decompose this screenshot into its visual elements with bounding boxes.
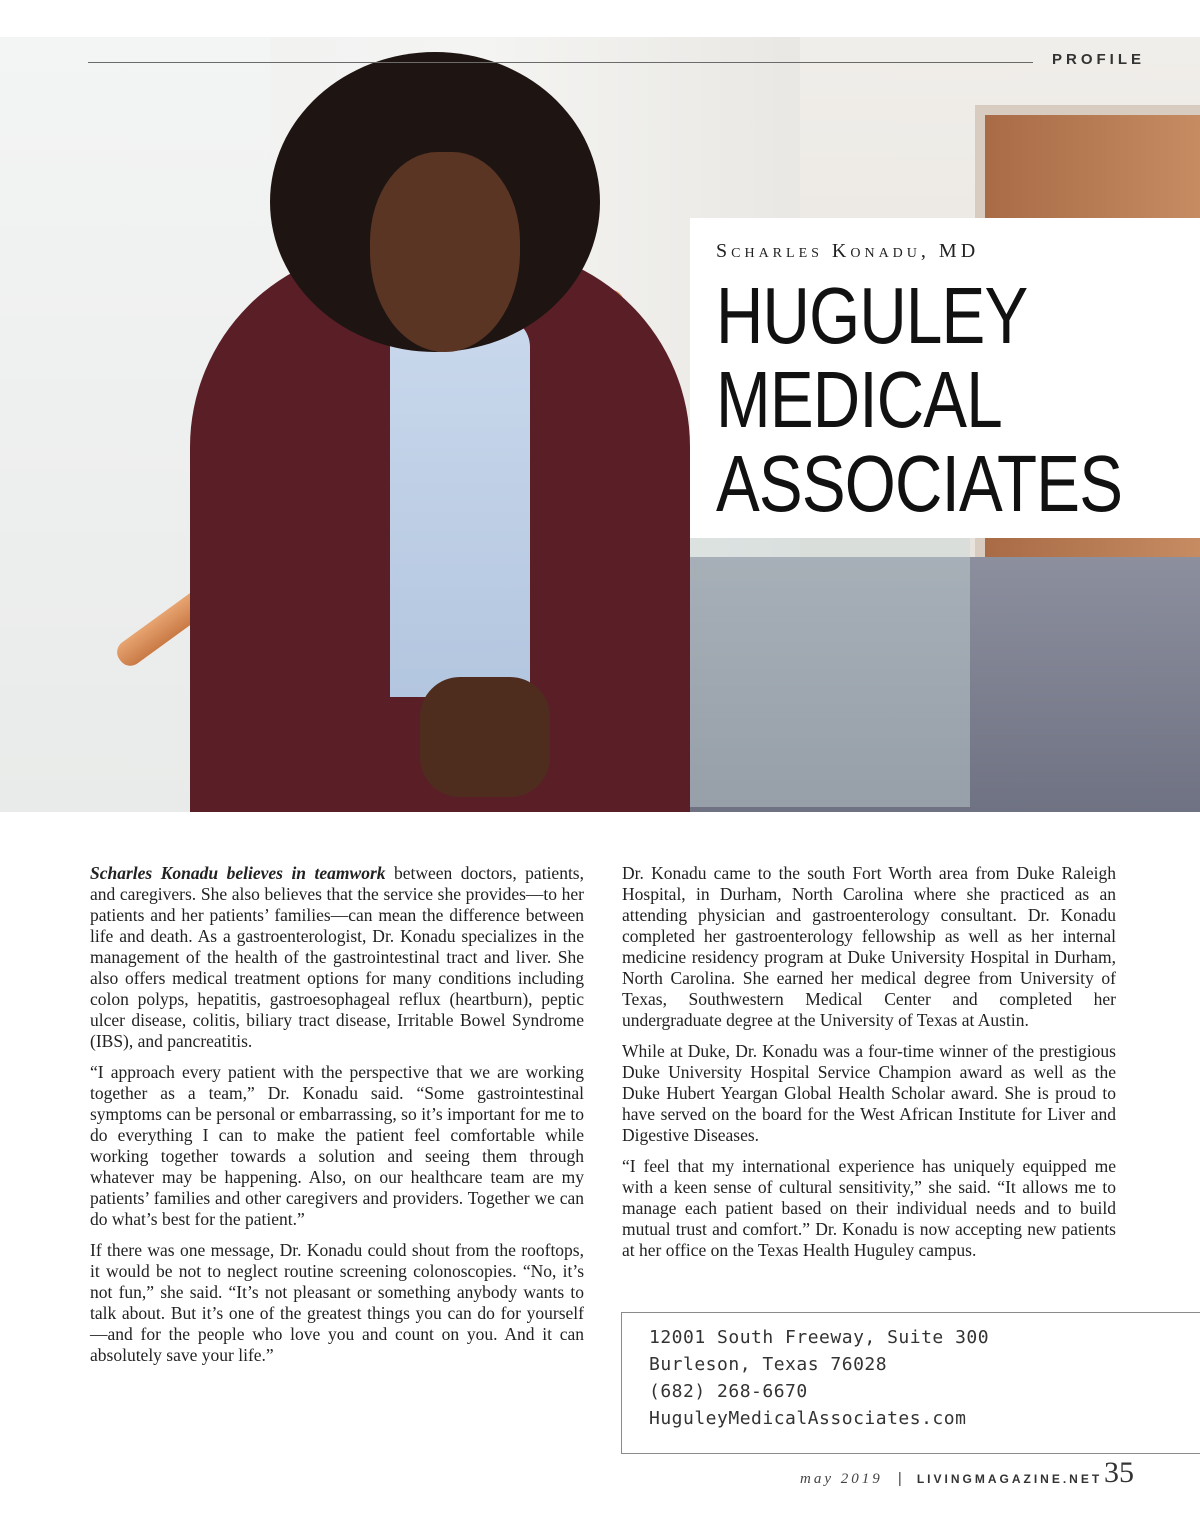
article-paragraph: “I feel that my international experience has uniquely equipped me with a keen sense of cultural sensitivity,” she said. “It allows me to manage each patient based on their individual needs and to build mutual trust and comfort.” Dr. Konadu is now accepting new patients at her office on the Texas Health Huguley campus.: [622, 1156, 1116, 1260]
article-paragraph: If there was one message, Dr. Konadu could shout from the rooftops, it would be not to neglect routine screening colonoscopies. “No, it’s not fun,” she said. “It’s not pleasant or something anybody wants to talk about. But it’s one of the greatest things you can do for yourself—and for the people who love you and count on you. And it can absolutely save your life.”: [90, 1240, 584, 1365]
photo-person-face: [370, 152, 520, 352]
footer-site: LIVINGMAGAZINE.NET: [916, 1472, 1103, 1486]
contact-box: [621, 1312, 1200, 1454]
header-rule: [88, 62, 1033, 63]
footer-separator: |: [897, 1470, 902, 1487]
article-lead-rest: between doctors, patients, and caregivers. She also believes that the service she provides—to her patients and her patients’ families—can mean the difference between life and death. As a gastroenterologist, Dr. Konadu specializes in the management of the health of the gastrointestinal tract and liver. She also offers medical treatment options for many conditions including colon polyps, hepatitis, gastroesophageal reflux (heartburn), peptic ulcer disease, colitis, biliary tract disease, Irritable Bowel Syndrome (IBS), and pancreatitis.: [90, 863, 584, 1051]
contact-phone: (682) 268-6670: [649, 1381, 808, 1402]
practice-title-line: HUGULEY: [716, 271, 1028, 360]
footer-month: may 2019: [800, 1471, 883, 1487]
practice-title-line: MEDICAL: [716, 355, 1002, 444]
practice-title: [716, 271, 1123, 528]
contact-address-line1: 12001 South Freeway, Suite 300: [649, 1327, 990, 1348]
page-number: 35: [1104, 1456, 1134, 1489]
article-left-column: [90, 863, 584, 1376]
article-paragraph: Dr. Konadu came to the south Fort Worth area from Duke Raleigh Hospital, in Durham, North Carolina where she practiced as an attending physician and gastroenterology consultant. Dr. Konadu completed her gastroenterology fellowship as well as her internal medicine residency program at Duke University Hospital in Durham, North Carolina. She earned her medical degree from University of Texas, Southwestern Medical Center and completed her undergraduate degree at the University of Texas at Austin.: [622, 863, 1116, 1030]
title-box: [690, 218, 1200, 538]
section-label: PROFILE: [1052, 51, 1146, 68]
article-paragraph: [90, 863, 584, 1052]
contact-website: HuguleyMedicalAssociates.com: [649, 1408, 967, 1429]
footer: [800, 1468, 1102, 1488]
article-paragraph: “I approach every patient with the perspective that we are working together as a team,” Dr. Konadu said. “Some gastrointestinal symptoms can be personal or embarrassing, so it’s important for me to do everything I can to make the patient feel comfortable while working together towards a solution and seeing them through whatever may be happening. Also, on our healthcare team are my patients’ families and other caregivers and providers. Together we can do what’s best for the patient.”: [90, 1062, 584, 1229]
photo-person-shirt: [390, 317, 530, 697]
practice-title-line: ASSOCIATES: [716, 439, 1123, 528]
article-lead: Scharles Konadu believes in teamwork: [90, 863, 386, 883]
contact-address-line2: Burleson, Texas 76028: [649, 1354, 888, 1375]
doctor-name: Scharles Konadu, MD: [716, 240, 980, 262]
article-right-column: [622, 863, 1116, 1271]
article-paragraph: While at Duke, Dr. Konadu was a four-time winner of the prestigious Duke University Hospital Service Champion award as well as the Duke Hubert Yeargan Global Health Scholar award. She is proud to have served on the board for the West African Institute for Liver and Digestive Diseases.: [622, 1041, 1116, 1145]
photo-person-hands: [420, 677, 550, 797]
